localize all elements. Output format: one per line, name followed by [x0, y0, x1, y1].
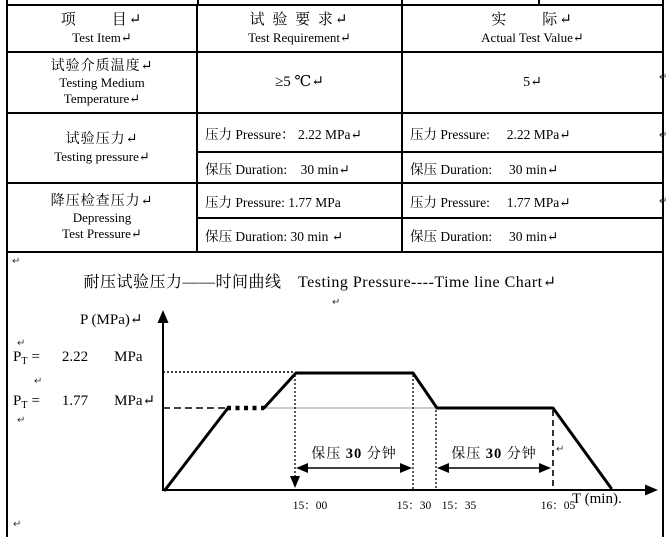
paragraph-mark: ↵: [659, 72, 668, 83]
row3-item-cell: [8, 184, 196, 251]
paragraph-mark: ↵: [34, 376, 43, 387]
row3-req-pressure: 压力 Pressure: 1.77 MPa: [205, 194, 341, 210]
row2-item-cell: [8, 114, 196, 182]
ref-value: 2.22: [61, 349, 89, 365]
x-axis-label: T (min).: [572, 491, 622, 507]
ref-unit: MPa: [114, 349, 143, 365]
row2-req-duration: 保压 Duration: 30 min↵: [205, 161, 350, 177]
row2-req-duration-cell: [198, 153, 408, 182]
hold-pre: 保压: [451, 447, 486, 462]
ref-eq: =: [31, 349, 40, 365]
header-actual-value-en: Actual Test Value↵: [481, 29, 584, 45]
clipped-row-stub: [197, 0, 199, 5]
paragraph-mark: ↵: [12, 256, 21, 267]
hold-minutes: 30: [345, 446, 363, 462]
hold-post: 分钟: [362, 447, 397, 462]
row1-item-en1: Testing Medium: [59, 75, 145, 90]
chart-title: 耐压试验压力——时间曲线 Testing Pressure----Time line Chart↵: [83, 274, 557, 291]
paragraph-mark: ↵: [17, 415, 26, 426]
x-tick-15-00: 15：00: [292, 500, 328, 512]
header-actual-value-zh: 实 际↵: [491, 12, 574, 28]
paragraph-mark: ↵: [332, 297, 341, 308]
header-test-item-en: Test Item↵: [72, 29, 132, 45]
ref-value: 1.77: [61, 393, 89, 409]
row1-item-en2: Temperature↵: [63, 91, 141, 107]
paragraph-mark: ↵: [17, 338, 26, 349]
paragraph-mark: ↵: [659, 196, 668, 207]
ref-eq: =: [31, 393, 40, 409]
row3-act-pressure: 压力 Pressure: 1.77 MPa↵: [410, 194, 571, 210]
row1-requirement-value: ≥5 ℃↵: [275, 74, 324, 91]
row1-actual-value: 5↵: [523, 74, 542, 90]
header-test-requirement-zh: 试 验 要 求↵: [249, 12, 350, 28]
row2-act-duration: 保压 Duration: 30 min↵: [410, 161, 559, 177]
row2-req-pressure-cell: [198, 114, 408, 151]
ref-sub: T: [21, 400, 28, 411]
header-test-item-zh: 项 目↵: [60, 12, 144, 28]
ref-unit: MPa↵: [114, 393, 156, 409]
pressure-time-curve: [0, 252, 668, 537]
header-cell-test-requirement: [198, 6, 401, 51]
ref-sym: P: [13, 349, 22, 365]
row3-act-duration-cell: [403, 219, 668, 251]
row3-act-duration: 保压 Duration: 30 min↵: [410, 229, 559, 244]
paragraph-mark: ↵: [13, 519, 22, 530]
x-tick-16-05: 16：05: [540, 500, 576, 512]
hold-annotation-1: [294, 443, 414, 463]
row2-item-en: Testing pressure↵: [54, 148, 150, 164]
row2-act-pressure-cell: [403, 114, 668, 151]
hold-minutes: 30: [485, 446, 503, 462]
row1-requirement-cell: [198, 53, 401, 112]
row3-item-en2: Test Pressure↵: [62, 226, 142, 242]
ref-sym: P: [13, 393, 22, 409]
row3-item-en1: Depressing: [72, 210, 132, 225]
hold-annotation-2: [434, 443, 554, 463]
row3-act-pressure-cell: [403, 184, 668, 217]
row1-item-zh: 试验介质温度↵: [50, 58, 154, 74]
row2-act-duration-cell: [403, 153, 668, 182]
clipped-row-stub: [538, 0, 540, 5]
paragraph-mark: ↵: [556, 444, 565, 455]
row2-act-pressure: 压力 Pressure: 2.22 MPa↵: [410, 126, 571, 142]
ref-sub: T: [21, 356, 28, 367]
x-tick-15-35: 15：35: [441, 500, 477, 512]
paragraph-mark: ↵: [659, 130, 668, 141]
header-cell-test-item: [8, 6, 196, 51]
row2-item-zh: 试验压力↵: [65, 132, 139, 148]
row3-req-duration-cell: [198, 219, 408, 251]
hold-pre: 保压: [311, 447, 346, 462]
row3-req-pressure-cell: [198, 184, 408, 217]
clipped-row-stub: [401, 0, 403, 5]
header-test-requirement-en: Test Requirement↵: [248, 29, 351, 45]
hold-post: 分钟: [502, 447, 537, 462]
header-cell-actual-value: [403, 6, 662, 51]
y-axis-label: P (MPa)↵: [80, 312, 143, 328]
x-tick-15-30: 15：30: [396, 500, 432, 512]
row1-item-cell: [8, 53, 196, 112]
row3-item-zh: 降压检查压力↵: [50, 193, 154, 209]
row1-actual-cell: [403, 53, 662, 112]
row2-req-pressure: 压力 Pressure： 2.22 MPa↵: [205, 126, 362, 142]
row3-req-duration: 保压 Duration: 30 min ↵: [205, 229, 344, 244]
